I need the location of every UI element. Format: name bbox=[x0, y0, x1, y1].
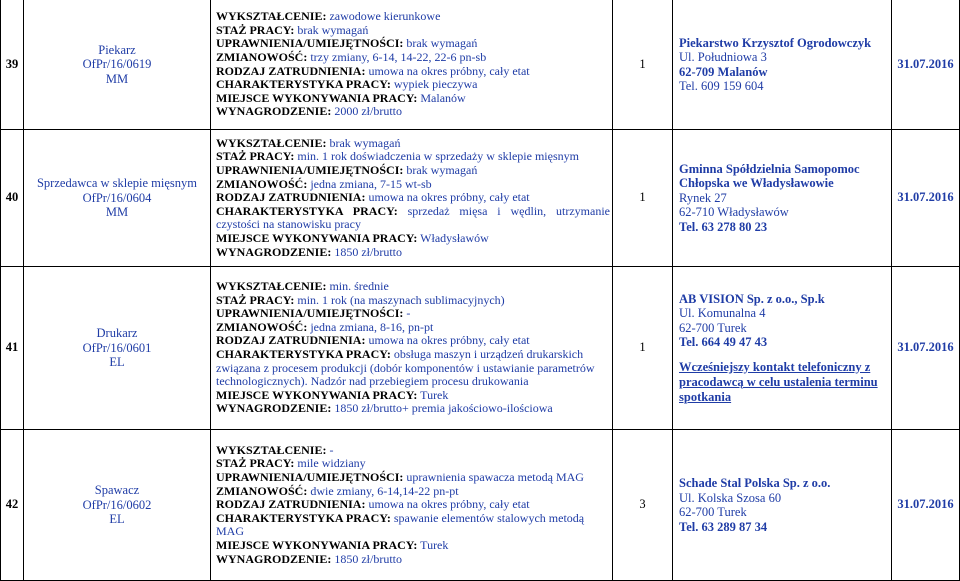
employment-value: umowa na okres próbny, cały etat bbox=[368, 190, 530, 205]
requirements-cell bbox=[211, 130, 613, 267]
experience-value: min. 1 rok doświadczenia w sprzedaży w sklepie mięsnym bbox=[297, 149, 579, 164]
place-value: Turek bbox=[420, 387, 449, 402]
offer-id: OfPr/16/0601 bbox=[82, 340, 152, 355]
job-title: Drukarz bbox=[96, 326, 138, 341]
advisor-code: MM bbox=[105, 71, 129, 86]
employer-street: Rynek 27 bbox=[679, 190, 727, 205]
employment-label: RODZAJ ZATRUDNIENIA: bbox=[216, 63, 366, 78]
expiry-date: 31.07.2016 bbox=[892, 0, 960, 130]
qualifications-label: UPRAWNIENIA/UMIEJĘTNOŚCI: bbox=[216, 163, 404, 178]
experience-value: brak wymagań bbox=[297, 22, 369, 37]
employer-cell bbox=[673, 130, 892, 267]
shifts-value: dwie zmiany, 6-14,14-22 pn-pt bbox=[310, 483, 459, 498]
education-value: zawodowe kierunkowe bbox=[329, 9, 441, 24]
employer-phone: Tel. 609 159 604 bbox=[679, 79, 764, 93]
education-label: WYKSZTAŁCENIE: bbox=[216, 279, 327, 294]
qualifications-label: UPRAWNIENIA/UMIEJĘTNOŚCI: bbox=[216, 470, 404, 485]
shifts-value: trzy zmiany, 6-14, 14-22, 22-6 pn-sb bbox=[310, 49, 487, 64]
employer-street: Ul. Komunalna 4 bbox=[679, 306, 766, 320]
requirements-cell bbox=[211, 0, 613, 130]
place-label: MIEJSCE WYKONYWANIA PRACY: bbox=[216, 230, 418, 245]
education-value: min. średnie bbox=[329, 279, 389, 294]
employment-value: umowa na okres próbny, cały etat bbox=[368, 333, 530, 348]
employment-label: RODZAJ ZATRUDNIENIA: bbox=[216, 333, 366, 348]
place-label: MIEJSCE WYKONYWANIA PRACY: bbox=[216, 90, 418, 105]
place-label: MIEJSCE WYKONYWANIA PRACY: bbox=[216, 387, 418, 402]
requirements-cell bbox=[211, 430, 613, 581]
place-value: Turek bbox=[420, 537, 449, 552]
employer-cell bbox=[673, 267, 892, 430]
qualifications-value: brak wymagań bbox=[406, 163, 478, 178]
salary-value: 1850 zł/brutto bbox=[334, 244, 403, 259]
employer-phone: Tel. 63 278 80 23 bbox=[679, 219, 768, 234]
shifts-label: ZMIANOWOŚĆ: bbox=[216, 176, 308, 191]
table-row bbox=[1, 0, 960, 130]
qualifications-label: UPRAWNIENIA/UMIEJĘTNOŚCI: bbox=[216, 306, 404, 321]
characteristics-label: CHARAKTERYSTYKA PRACY: bbox=[216, 203, 398, 218]
experience-label: STAŻ PRACY: bbox=[216, 149, 295, 164]
salary-label: WYNAGRODZENIE: bbox=[216, 244, 332, 259]
salary-label: WYNAGRODZENIE: bbox=[216, 401, 332, 416]
employer-street: Ul. Południowa 3 bbox=[679, 50, 767, 64]
expiry-date: 31.07.2016 bbox=[892, 267, 960, 430]
salary-value: 1850 zł/brutto+ premia jakościowo-ilościowa bbox=[334, 401, 553, 416]
qualifications-value: brak wymagań bbox=[406, 36, 478, 51]
employment-label: RODZAJ ZATRUDNIENIA: bbox=[216, 190, 366, 205]
employment-label: RODZAJ ZATRUDNIENIA: bbox=[216, 497, 366, 512]
education-value: brak wymagań bbox=[329, 135, 401, 150]
experience-value: min. 1 rok (na maszynach sublimacyjnych) bbox=[297, 292, 505, 307]
shifts-value: jedna zmiana, 7-15 wt-sb bbox=[310, 176, 432, 191]
row-number: 41 bbox=[1, 267, 24, 430]
education-label: WYKSZTAŁCENIE: bbox=[216, 9, 327, 24]
experience-label: STAŻ PRACY: bbox=[216, 292, 295, 307]
employer-note: Wcześniejszy kontakt telefoniczny z pracodawcą w celu ustalenia terminu spotkania bbox=[679, 359, 878, 404]
characteristics-label: CHARAKTERYSTYKA PRACY: bbox=[216, 347, 391, 361]
employer-name-cont: Chłopska we Władysławowie bbox=[679, 176, 834, 191]
employer-cell bbox=[673, 430, 892, 581]
advisor-code: EL bbox=[109, 355, 125, 370]
job-cell bbox=[24, 0, 211, 130]
employer-name: Schade Stal Polska Sp. z o.o. bbox=[679, 476, 831, 490]
requirements-cell bbox=[211, 267, 613, 430]
job-cell bbox=[24, 430, 211, 581]
characteristics-label: CHARAKTERYSTYKA PRACY: bbox=[216, 77, 391, 92]
characteristics-value: obsługa maszyn i urządzeń drukarskich związana z procesem produkcji (dobór komponentów i ustawianie parametrów technologicznych). Nadzór nad przebiegiem procesu drukowania bbox=[216, 347, 595, 389]
table-row bbox=[1, 267, 960, 430]
employment-value: umowa na okres próbny, cały etat bbox=[368, 497, 530, 512]
job-cell bbox=[24, 130, 211, 267]
row-number: 40 bbox=[1, 130, 24, 267]
place-value: Malanów bbox=[420, 90, 466, 105]
row-number: 39 bbox=[1, 0, 24, 130]
employment-value: umowa na okres próbny, cały etat bbox=[368, 63, 530, 78]
job-title: Spawacz bbox=[94, 483, 140, 498]
salary-label: WYNAGRODZENIE: bbox=[216, 104, 332, 119]
expiry-date: 31.07.2016 bbox=[892, 130, 960, 267]
employer-phone: Tel. 664 49 47 43 bbox=[679, 335, 768, 349]
qualifications-value: - bbox=[406, 306, 411, 321]
characteristics-label: CHARAKTERYSTYKA PRACY: bbox=[216, 510, 391, 525]
employer-city: 62-709 Malanów bbox=[679, 64, 768, 79]
qualifications-value: uprawnienia spawacza metodą MAG bbox=[406, 470, 584, 485]
salary-label: WYNAGRODZENIE: bbox=[216, 551, 332, 566]
shifts-label: ZMIANOWOŚĆ: bbox=[216, 319, 308, 334]
characteristics-value: wypiek pieczywa bbox=[393, 77, 478, 92]
employer-street: Ul. Kolska Szosa 60 bbox=[679, 490, 782, 505]
offer-id: OfPr/16/0602 bbox=[82, 497, 152, 512]
vacancy-count: 3 bbox=[613, 430, 673, 581]
employer-phone: Tel. 63 289 87 34 bbox=[679, 519, 768, 534]
employer-cell bbox=[673, 0, 892, 130]
characteristics-value: sprzedaż mięsa i wędlin, utrzymanie czystości na stanowisku pracy bbox=[216, 203, 610, 232]
salary-value: 1850 zł/brutto bbox=[334, 551, 403, 566]
experience-label: STAŻ PRACY: bbox=[216, 456, 295, 471]
job-cell bbox=[24, 267, 211, 430]
experience-value: mile widziany bbox=[297, 456, 366, 471]
characteristics-value: spawanie elementów stalowych metodą MAG bbox=[216, 510, 585, 539]
qualifications-label: UPRAWNIENIA/UMIEJĘTNOŚCI: bbox=[216, 36, 404, 51]
table-row bbox=[1, 430, 960, 581]
employer-name: AB VISION Sp. z o.o., Sp.k bbox=[679, 291, 825, 306]
job-title: Piekarz bbox=[98, 42, 136, 57]
education-value: - bbox=[329, 442, 334, 457]
vacancy-count: 1 bbox=[613, 0, 673, 130]
employer-name: Piekarstwo Krzysztof Ogrodowczyk bbox=[679, 35, 872, 50]
advisor-code: MM bbox=[105, 205, 129, 220]
shifts-label: ZMIANOWOŚĆ: bbox=[216, 483, 308, 498]
shifts-label: ZMIANOWOŚĆ: bbox=[216, 49, 308, 64]
offer-id: OfPr/16/0604 bbox=[82, 190, 152, 205]
place-label: MIEJSCE WYKONYWANIA PRACY: bbox=[216, 537, 418, 552]
employer-city: 62-710 Władysławów bbox=[679, 205, 789, 220]
table-row bbox=[1, 130, 960, 267]
advisor-code: EL bbox=[109, 512, 125, 527]
employer-city: 62-700 Turek bbox=[679, 320, 747, 335]
education-label: WYKSZTAŁCENIE: bbox=[216, 135, 327, 150]
expiry-date: 31.07.2016 bbox=[892, 430, 960, 581]
experience-label: STAŻ PRACY: bbox=[216, 22, 295, 37]
place-value: Władysławów bbox=[420, 230, 489, 245]
vacancy-count: 1 bbox=[613, 267, 673, 430]
salary-value: 2000 zł/brutto bbox=[334, 104, 403, 119]
vacancy-count: 1 bbox=[613, 130, 673, 267]
shifts-value: jedna zmiana, 8-16, pn-pt bbox=[310, 319, 434, 334]
employer-name: Gminna Spółdzielnia Samopomoc bbox=[679, 161, 860, 176]
row-number: 42 bbox=[1, 430, 24, 581]
job-title: Sprzedawca w sklepie mięsnym bbox=[36, 176, 198, 191]
employer-city: 62-700 Turek bbox=[679, 505, 747, 519]
education-label: WYKSZTAŁCENIE: bbox=[216, 442, 327, 457]
offer-id: OfPr/16/0619 bbox=[82, 57, 152, 72]
